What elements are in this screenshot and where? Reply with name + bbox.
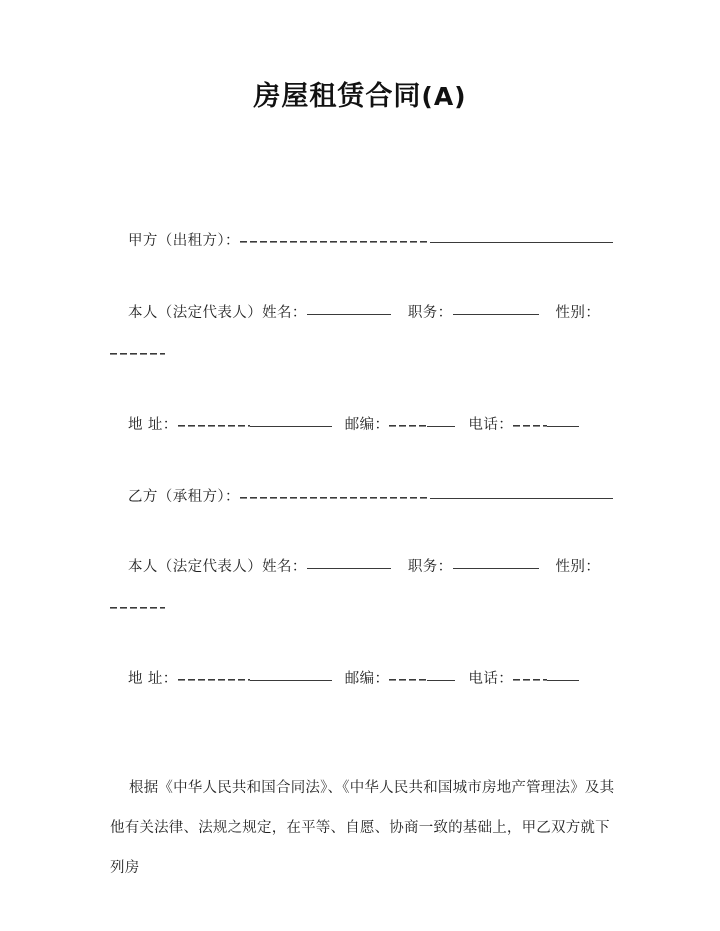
recital-paragraph <box>110 768 615 888</box>
representative-a-name-blank[interactable] <box>307 302 391 315</box>
representative-b-name-label: 本人（法定代表人）姓名： <box>128 559 307 575</box>
party-b-name-blank[interactable] <box>240 487 430 499</box>
address-b-blank[interactable] <box>178 669 250 681</box>
party-a-name-blank[interactable] <box>240 231 430 243</box>
representative-b-name-blank[interactable] <box>307 556 391 569</box>
zip-b-blank[interactable] <box>389 669 427 681</box>
address-a-blank[interactable] <box>178 415 250 427</box>
address-a-blank-ext[interactable] <box>250 414 332 427</box>
zip-b-blank-ext[interactable] <box>427 668 455 681</box>
representative-b-gender-blank[interactable] <box>110 597 165 609</box>
phone-a-label: 电话： <box>468 417 514 433</box>
representative-b-gender-blank-wrap <box>110 596 165 618</box>
page-title-suffix: (A) <box>421 82 467 111</box>
representative-b-duty-label: 职务： <box>407 559 453 575</box>
representative-a-duty-label: 职务： <box>407 305 453 321</box>
zip-b-label: 邮编： <box>344 671 390 687</box>
phone-b-blank[interactable] <box>513 669 547 681</box>
representative-a-gender-blank[interactable] <box>110 343 165 355</box>
page-title-main: 房屋租赁合同 <box>253 81 422 112</box>
party-b-line <box>128 486 613 508</box>
representative-a-line <box>128 302 600 324</box>
phone-a-blank-ext[interactable] <box>547 414 579 427</box>
representative-a-gender-blank-wrap <box>110 342 165 364</box>
party-a-label: 甲方（出租方）： <box>128 233 240 249</box>
address-a-label: 地 址： <box>128 417 178 433</box>
party-a-name-blank-ext[interactable] <box>430 230 613 243</box>
phone-b-label: 电话： <box>468 671 514 687</box>
recital-line-2: 他有关法律、法规之规定，在平等、自愿、协商一致的基础上，甲乙双方就下列房 <box>110 820 610 876</box>
representative-b-gender-label: 性别： <box>555 559 601 575</box>
phone-b-blank-ext[interactable] <box>547 668 579 681</box>
representative-a-duty-blank[interactable] <box>453 302 539 315</box>
representative-b-line <box>128 556 600 578</box>
representative-b-duty-blank[interactable] <box>453 556 539 569</box>
zip-a-label: 邮编： <box>344 417 390 433</box>
address-b-line <box>128 668 579 690</box>
recital-line-1: 根据《中华人民共和国合同法》、《中华人民共和国城市房地产管理法》及其 <box>129 780 615 796</box>
party-b-name-blank-ext[interactable] <box>430 486 613 499</box>
zip-a-blank[interactable] <box>389 415 427 427</box>
phone-a-blank[interactable] <box>513 415 547 427</box>
representative-a-name-label: 本人（法定代表人）姓名： <box>128 305 307 321</box>
page-title <box>0 78 720 116</box>
address-b-label: 地 址： <box>128 671 178 687</box>
address-a-line <box>128 414 579 436</box>
address-b-blank-ext[interactable] <box>250 668 332 681</box>
zip-a-blank-ext[interactable] <box>427 414 455 427</box>
party-b-label: 乙方（承租方）： <box>128 489 240 505</box>
party-a-line <box>128 230 613 252</box>
representative-a-gender-label: 性别： <box>555 305 601 321</box>
